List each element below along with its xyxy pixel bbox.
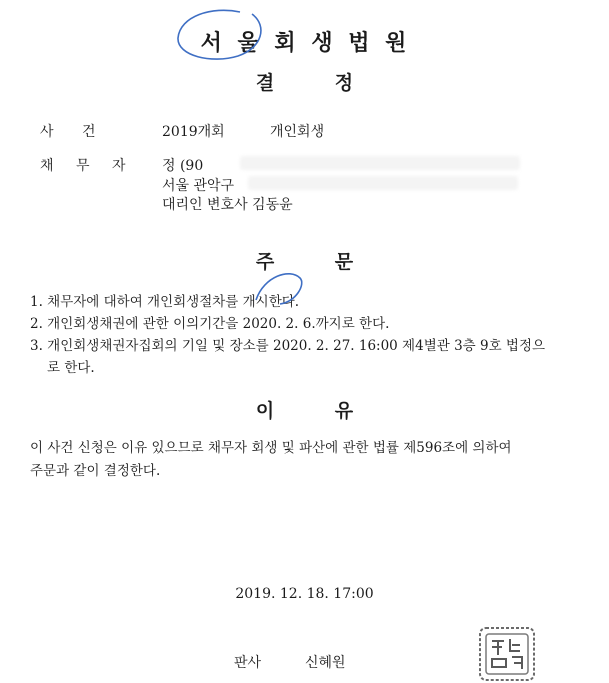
redaction-name <box>240 156 520 170</box>
debtor-attorney: 대리인 변호사 김동윤 <box>162 197 293 213</box>
order-heading: 주 문 <box>255 251 354 273</box>
debtor-label: 채 무 자 <box>40 158 126 174</box>
order-item-2: 2. 개인회생채권에 관한 이의기간을 2020. 2. 6.까지로 한다. <box>30 316 390 332</box>
judge-name: 신혜원 <box>305 655 346 671</box>
official-seal-icon <box>472 625 542 683</box>
case-label: 사 건 <box>40 124 96 140</box>
order-item-3-continued: 로 한다. <box>47 360 95 376</box>
order-item-3: 3. 개인회생채권자집회의 기일 및 장소를 2020. 2. 27. 16:00 제4별관 3층 9호 법정으 <box>30 338 546 354</box>
reason-line-1: 이 사건 신청은 이유 있으므로 채무자 회생 및 파산에 관한 법률 제596조에 의하여 <box>30 440 512 456</box>
court-name: 서 울 회 생 법 원 <box>200 30 409 56</box>
document-title: 결 정 <box>255 72 354 94</box>
debtor-name-fragment: 정 (90 <box>162 158 204 174</box>
order-item-1: 1. 채무자에 대하여 개인회생절차를 개시한다. <box>30 294 300 310</box>
judge-title: 판사 <box>234 655 262 671</box>
case-number: 2019개회 <box>162 124 225 140</box>
redaction-address <box>248 176 518 190</box>
case-type: 개인회생 <box>270 124 325 140</box>
decision-datetime: 2019. 12. 18. 17:00 <box>235 586 374 602</box>
debtor-address-fragment: 서울 관악구 <box>162 178 235 194</box>
reason-line-2: 주문과 같이 결정한다. <box>30 463 161 479</box>
reason-heading: 이 유 <box>255 400 354 422</box>
